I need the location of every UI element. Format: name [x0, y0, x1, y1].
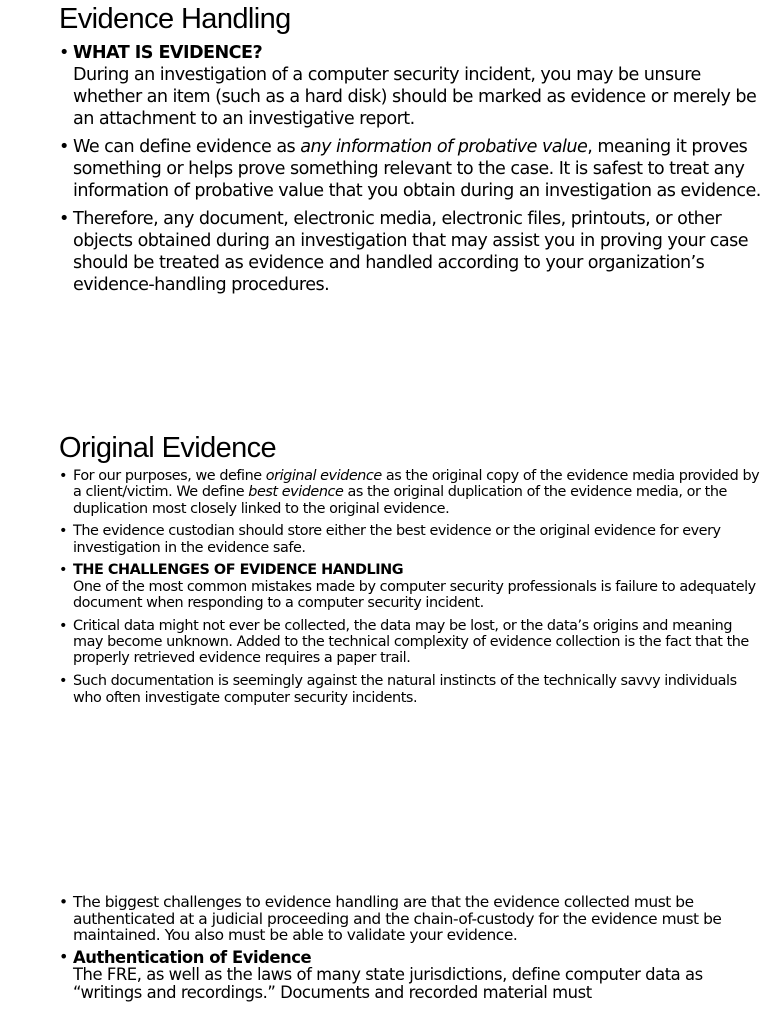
bullet-marker: •	[59, 673, 68, 690]
bullet-marker: •	[59, 468, 68, 484]
emphasis-text: best evidence	[248, 484, 344, 501]
bullet-marker: •	[59, 893, 68, 911]
list-item	[59, 468, 763, 517]
bullet-marker: •	[59, 523, 68, 540]
item-text: Such documentation is seemingly against the natural instincts of the technically savvy individuals who often investigate computer security incidents.	[73, 673, 737, 706]
page-title: Evidence Handling	[59, 3, 291, 35]
list-item	[59, 562, 763, 611]
item-text: Therefore, any document, electronic media, electronic files, printouts, or other objects obtained during an investigation that may assist you in proving your case should be treated as evidence and handled according to your organization’s evidence-handling procedures.	[73, 209, 749, 295]
bullet-marker: •	[59, 43, 69, 63]
item-heading: Authentication of Evidence	[73, 947, 312, 967]
item-text: Critical data might not ever be collected, the data may be lost, or the data’s origins and meaning may become unknown. Added to the technical complexity of evidence collection is the fact that the properly retrieved evidence requires a paper trail.	[73, 617, 749, 667]
list-item	[59, 673, 763, 706]
item-text: During an investigation of a computer security incident, you may be unsure whether an item (such as a hard disk) should be marked as evidence or merely be an attachment to an investigative report.	[73, 65, 757, 129]
item-heading: THE CHALLENGES OF EVIDENCE HANDLING	[73, 562, 404, 579]
item-heading: WHAT IS EVIDENCE?	[73, 43, 263, 63]
emphasis-text: any information of probative value	[300, 137, 588, 157]
list-item	[59, 136, 763, 202]
bullet-marker: •	[59, 137, 69, 157]
section-title: Original Evidence	[59, 432, 277, 464]
text-run: , meaning it proves something or helps prove something relevant to the case. It is safest to treat any information of probative value that you obtain during an investigation as evidence.	[73, 137, 761, 201]
bullet-marker: •	[59, 562, 68, 579]
list-item	[59, 42, 763, 130]
bullet-list	[59, 42, 763, 302]
text-run: as the original duplication of the evidence media, or the duplication most closely linked to the original evidence.	[73, 484, 727, 517]
bullet-list	[59, 468, 763, 712]
list-item	[59, 208, 763, 296]
emphasis-text: original evidence	[265, 468, 382, 484]
bullet-marker: •	[59, 617, 68, 634]
item-text	[73, 136, 763, 202]
item-text: The evidence custodian should store either the best evidence or the original evidence for every investigation in the evidence safe.	[73, 523, 721, 556]
list-item	[59, 618, 763, 667]
bullet-marker: •	[59, 946, 68, 966]
text-run: as the original copy of the evidence media provided by a client/victim. We define	[73, 468, 760, 501]
list-item	[59, 946, 763, 1002]
bullet-marker: •	[59, 209, 69, 229]
item-text: The biggest challenges to evidence handling are that the evidence collected must be authenticated at a judicial proceeding and the chain-of-custody for the evidence must be maintained. You also must be able to validate your evidence.	[73, 893, 722, 945]
item-text	[73, 468, 763, 517]
bullet-list	[59, 894, 763, 1006]
text-run: For our purposes, we define	[73, 468, 266, 484]
list-item	[59, 523, 763, 556]
text-run: We can define evidence as	[73, 137, 301, 157]
item-text: The FRE, as well as the laws of many state jurisdictions, define computer data as “writings and recordings.” Documents and recorded material must	[73, 965, 703, 1002]
list-item	[59, 894, 763, 944]
item-text: One of the most common mistakes made by computer security professionals is failure to adequately document when responding to a computer security incident.	[73, 578, 756, 612]
